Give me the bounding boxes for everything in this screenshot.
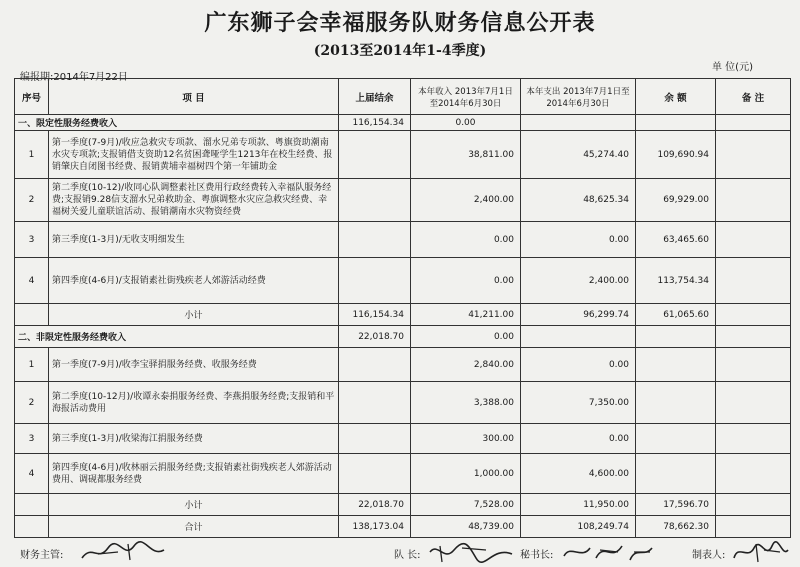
row-desc: 第二季度(10-12月)/收谭永泰捐服务经费、李燕捐服务经费;支报销和平海报活动费用 (49, 382, 339, 424)
income-cell: 0.00 (411, 222, 521, 258)
page-subtitle: (2013至2014年1-4季度) (313, 43, 487, 59)
table-row (15, 131, 791, 179)
header-no: 序号 (15, 79, 49, 115)
table-row (15, 382, 791, 424)
captain-label: 队 长: (394, 550, 421, 561)
section-row (15, 326, 791, 348)
table-row (15, 222, 791, 258)
row-desc: 第二季度(10-12)/收同心队调整素社区费用行政经费转入幸福队服务经费;支报销9.28信支溜水兄弟救助金、粤旗调整水灾应急救灾经费、幸福树关爱儿童联谊活动、报销潮南水灾物资经费 (49, 179, 339, 222)
header-row (15, 79, 791, 115)
prev-cell: 116,154.34 (339, 115, 411, 131)
income-cell: 1,000.00 (411, 454, 521, 494)
expense-cell: 11,950.00 (521, 494, 636, 516)
prev-cell: 138,173.04 (339, 516, 411, 538)
expense-cell: 0.00 (521, 424, 636, 454)
income-cell: 48,739.00 (411, 516, 521, 538)
unit-label: 单 位(元) (712, 62, 753, 73)
secretary-signature (560, 540, 655, 564)
prev-cell: 22,018.70 (339, 494, 411, 516)
row-no: 2 (15, 382, 49, 424)
balance-cell: 17,596.70 (636, 494, 716, 516)
row-desc: 第三季度(1-3月)/无收支明细发生 (49, 222, 339, 258)
income-cell: 3,388.00 (411, 382, 521, 424)
balance-cell: 109,690.94 (636, 131, 716, 179)
table-row (15, 348, 791, 382)
income-cell: 0.00 (411, 115, 521, 131)
expense-cell: 0.00 (521, 348, 636, 382)
section-label: 一、限定性服务经费收入 (15, 115, 339, 131)
balance-cell: 113,754.34 (636, 258, 716, 304)
row-no: 1 (15, 131, 49, 179)
table-row (15, 179, 791, 222)
table-row (15, 454, 791, 494)
income-cell: 7,528.00 (411, 494, 521, 516)
header-item: 项 目 (49, 79, 339, 115)
row-no: 2 (15, 179, 49, 222)
balance-cell: 78,662.30 (636, 516, 716, 538)
total-label: 合计 (49, 516, 339, 538)
header-balance: 余 额 (636, 79, 716, 115)
income-cell: 2,400.00 (411, 179, 521, 222)
header-income: 本年收入 2013年7月1日至2014年6月30日 (411, 79, 521, 115)
signature-bar (20, 538, 790, 562)
balance-cell: 69,929.00 (636, 179, 716, 222)
prev-cell: 22,018.70 (339, 326, 411, 348)
subtotal-label: 小计 (49, 494, 339, 516)
expense-cell: 48,625.34 (521, 179, 636, 222)
finance-table (14, 78, 791, 538)
secretary-label: 秘书长: (520, 550, 554, 561)
balance-cell: 61,065.60 (636, 304, 716, 326)
finance-manager-label: 财务主管: (20, 550, 64, 561)
expense-cell: 0.00 (521, 222, 636, 258)
subtotal-row (15, 304, 791, 326)
income-cell: 41,211.00 (411, 304, 521, 326)
row-desc: 第四季度(4-6月)/支报销素社街残疾老人郊游活动经费 (49, 258, 339, 304)
prev-cell: 116,154.34 (339, 304, 411, 326)
section-row (15, 115, 791, 131)
header-prev: 上届结余 (339, 79, 411, 115)
subtotal-label: 小计 (49, 304, 339, 326)
preparer-signature (730, 540, 790, 564)
captain-signature (426, 540, 516, 564)
table-row (15, 424, 791, 454)
row-desc: 第四季度(4-6月)/收林丽云捐服务经费;支报销素社街残疾老人郊游活动费用、调砚都服务经费 (49, 454, 339, 494)
section-label: 二、非限定性服务经费收入 (15, 326, 339, 348)
row-no: 3 (15, 424, 49, 454)
expense-cell: 2,400.00 (521, 258, 636, 304)
row-desc: 第一季度(7-9月)/收应急救灾专项款、溜水兄弟专项款、粤旗资助潮南水灾专项款;支报销借支资助12名贫困聋哑学生1213年在校生经费、报销肇庆自闭图书经费、报销黄埔幸福树四个第一年铺助金 (49, 131, 339, 179)
expense-cell: 4,600.00 (521, 454, 636, 494)
balance-cell: 63,465.60 (636, 222, 716, 258)
expense-cell: 96,299.74 (521, 304, 636, 326)
subtotal-row (15, 494, 791, 516)
row-no: 1 (15, 348, 49, 382)
income-cell: 0.00 (411, 326, 521, 348)
page-title: 广东狮子会幸福服务队财务信息公开表 (204, 10, 596, 36)
expense-cell: 7,350.00 (521, 382, 636, 424)
report-date: 编报期:2014年7月22日 (20, 72, 128, 83)
income-cell: 0.00 (411, 258, 521, 304)
income-cell: 38,811.00 (411, 131, 521, 179)
row-desc: 第三季度(1-3月)/收梁海江捐服务经费 (49, 424, 339, 454)
total-row (15, 516, 791, 538)
row-desc: 第一季度(7-9月)/收李宝驿捐服务经费、收服务经费 (49, 348, 339, 382)
finance-manager-signature (78, 540, 168, 564)
preparer-label: 制表人: (692, 550, 726, 561)
expense-cell: 45,274.40 (521, 131, 636, 179)
row-no: 4 (15, 454, 49, 494)
table-row (15, 258, 791, 304)
row-no: 4 (15, 258, 49, 304)
header-expense: 本年支出 2013年7月1日至2014年6月30日 (521, 79, 636, 115)
expense-cell: 108,249.74 (521, 516, 636, 538)
header-note: 备 注 (716, 79, 791, 115)
row-no: 3 (15, 222, 49, 258)
income-cell: 2,840.00 (411, 348, 521, 382)
income-cell: 300.00 (411, 424, 521, 454)
